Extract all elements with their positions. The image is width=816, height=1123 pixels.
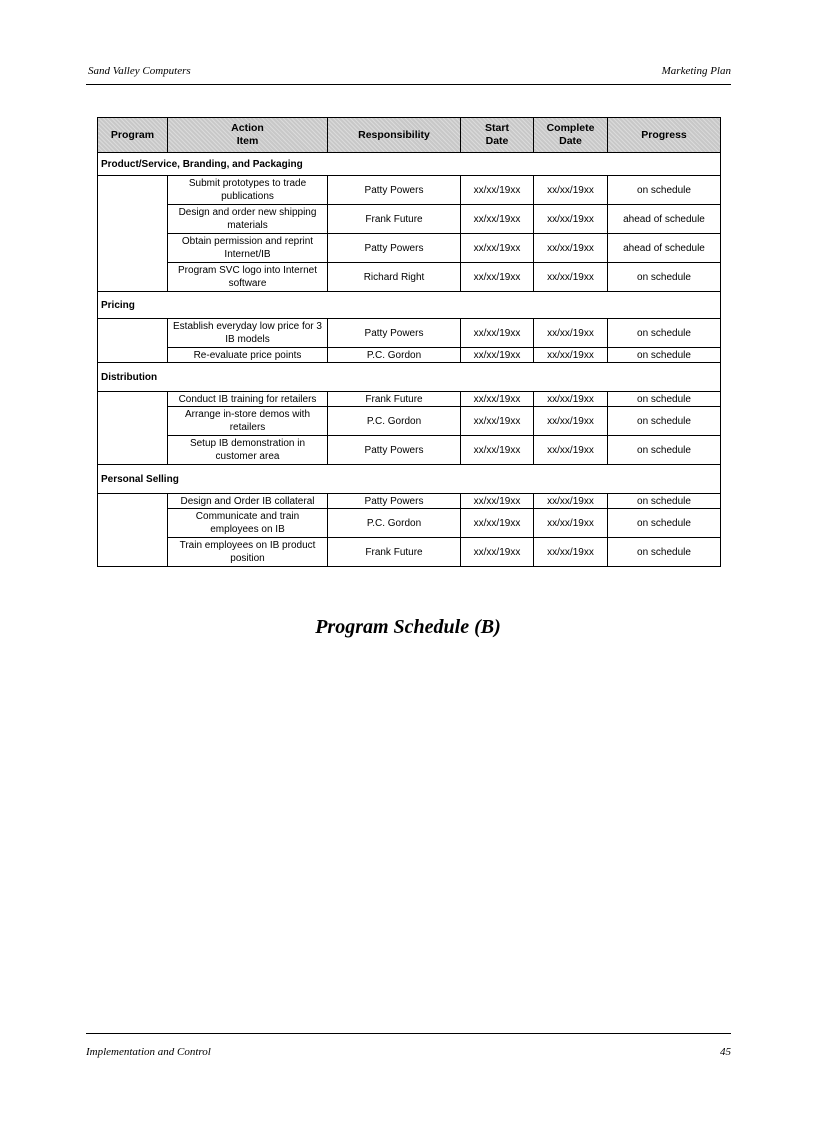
figure-caption: Program Schedule (B) — [315, 616, 501, 638]
table-header-row — [98, 118, 721, 153]
complete-date-cell: xx/xx/19xx — [534, 494, 608, 509]
column-header-progress: Progress — [608, 118, 721, 153]
start-date-cell: xx/xx/19xx — [461, 234, 534, 263]
progress-cell: on schedule — [608, 392, 721, 407]
complete-date-cell: xx/xx/19xx — [534, 205, 608, 234]
responsibility-cell: Frank Future — [328, 392, 461, 407]
action-cell: Arrange in-store demos with retailers — [168, 407, 328, 436]
responsibility-cell: P.C. Gordon — [328, 348, 461, 363]
start-date-cell: xx/xx/19xx — [461, 407, 534, 436]
table-row — [98, 205, 721, 234]
start-date-cell: xx/xx/19xx — [461, 436, 534, 465]
page-footer — [86, 1033, 731, 1058]
action-cell: Design and order new shipping materials — [168, 205, 328, 234]
responsibility-cell: Richard Right — [328, 263, 461, 292]
responsibility-cell: Frank Future — [328, 205, 461, 234]
table-row — [98, 319, 721, 348]
section-row-pricing — [98, 292, 721, 319]
complete-date-cell: xx/xx/19xx — [534, 263, 608, 292]
complete-date-cell: xx/xx/19xx — [534, 176, 608, 205]
table-row — [98, 392, 721, 407]
action-cell: Establish everyday low price for 3 IB models — [168, 319, 328, 348]
table-row — [98, 407, 721, 436]
section-title: Personal Selling — [98, 465, 721, 494]
start-header-line2: Date — [485, 135, 509, 147]
column-header-complete-date — [534, 118, 608, 153]
progress-cell: on schedule — [608, 348, 721, 363]
complete-date-cell: xx/xx/19xx — [534, 538, 608, 567]
page-header — [86, 62, 731, 85]
table-row — [98, 176, 721, 205]
column-header-action-item — [168, 118, 328, 153]
start-date-cell: xx/xx/19xx — [461, 348, 534, 363]
start-date-cell: xx/xx/19xx — [461, 494, 534, 509]
start-date-cell: xx/xx/19xx — [461, 538, 534, 567]
action-header-line2: Item — [236, 135, 259, 147]
start-date-cell: xx/xx/19xx — [461, 263, 534, 292]
start-date-cell: xx/xx/19xx — [461, 176, 534, 205]
program-cell — [98, 494, 168, 567]
table-row — [98, 263, 721, 292]
page-number: 45 — [720, 1046, 731, 1058]
responsibility-cell: Frank Future — [328, 538, 461, 567]
start-date-cell: xx/xx/19xx — [461, 509, 534, 538]
program-cell — [98, 176, 168, 292]
program-schedule-table — [97, 117, 721, 567]
progress-cell: on schedule — [608, 538, 721, 567]
responsibility-cell: P.C. Gordon — [328, 509, 461, 538]
responsibility-cell: Patty Powers — [328, 494, 461, 509]
section-title: Pricing — [98, 292, 721, 319]
column-header-program: Program — [98, 118, 168, 153]
action-cell: Communicate and train employees on IB — [168, 509, 328, 538]
start-date-cell: xx/xx/19xx — [461, 319, 534, 348]
section-row-distribution — [98, 363, 721, 392]
complete-date-cell: xx/xx/19xx — [534, 407, 608, 436]
action-cell: Conduct IB training for retailers — [168, 392, 328, 407]
complete-date-cell: xx/xx/19xx — [534, 392, 608, 407]
progress-cell: on schedule — [608, 263, 721, 292]
column-header-responsibility: Responsibility — [328, 118, 461, 153]
responsibility-cell: Patty Powers — [328, 176, 461, 205]
action-cell: Design and Order IB collateral — [168, 494, 328, 509]
section-title: Product/Service, Branding, and Packaging — [98, 153, 721, 176]
responsibility-cell: Patty Powers — [328, 319, 461, 348]
complete-date-cell: xx/xx/19xx — [534, 436, 608, 465]
program-cell — [98, 392, 168, 465]
header-company-name: Sand Valley Computers — [88, 65, 191, 77]
progress-cell: on schedule — [608, 319, 721, 348]
table-row — [98, 538, 721, 567]
responsibility-cell: P.C. Gordon — [328, 407, 461, 436]
start-header-line1: Start — [485, 122, 509, 134]
complete-date-cell: xx/xx/19xx — [534, 234, 608, 263]
progress-cell: on schedule — [608, 494, 721, 509]
program-cell — [98, 319, 168, 363]
complete-date-cell: xx/xx/19xx — [534, 319, 608, 348]
complete-date-cell: xx/xx/19xx — [534, 509, 608, 538]
section-row-personal-selling — [98, 465, 721, 494]
footer-section-title: Implementation and Control — [86, 1046, 211, 1058]
action-cell: Submit prototypes to trade publications — [168, 176, 328, 205]
progress-cell: on schedule — [608, 509, 721, 538]
table-row — [98, 509, 721, 538]
action-header-line1: Action — [231, 122, 264, 134]
responsibility-cell: Patty Powers — [328, 234, 461, 263]
complete-header-line2: Date — [559, 135, 582, 147]
progress-cell: on schedule — [608, 176, 721, 205]
section-title: Distribution — [98, 363, 721, 392]
table-row — [98, 234, 721, 263]
section-row-product — [98, 153, 721, 176]
complete-header-line1: Complete — [546, 122, 595, 134]
complete-date-cell: xx/xx/19xx — [534, 348, 608, 363]
progress-cell: ahead of schedule — [608, 234, 721, 263]
action-cell: Re-evaluate price points — [168, 348, 328, 363]
table-row — [98, 494, 721, 509]
progress-cell: on schedule — [608, 436, 721, 465]
start-date-cell: xx/xx/19xx — [461, 205, 534, 234]
table-row — [98, 436, 721, 465]
start-date-cell: xx/xx/19xx — [461, 392, 534, 407]
column-header-start-date — [461, 118, 534, 153]
table-row — [98, 348, 721, 363]
responsibility-cell: Patty Powers — [328, 436, 461, 465]
progress-cell: ahead of schedule — [608, 205, 721, 234]
action-cell: Setup IB demonstration in customer area — [168, 436, 328, 465]
action-cell: Obtain permission and reprint Internet/IB — [168, 234, 328, 263]
progress-cell: on schedule — [608, 407, 721, 436]
header-document-title: Marketing Plan — [661, 65, 731, 77]
action-cell: Train employees on IB product position — [168, 538, 328, 567]
action-cell: Program SVC logo into Internet software — [168, 263, 328, 292]
